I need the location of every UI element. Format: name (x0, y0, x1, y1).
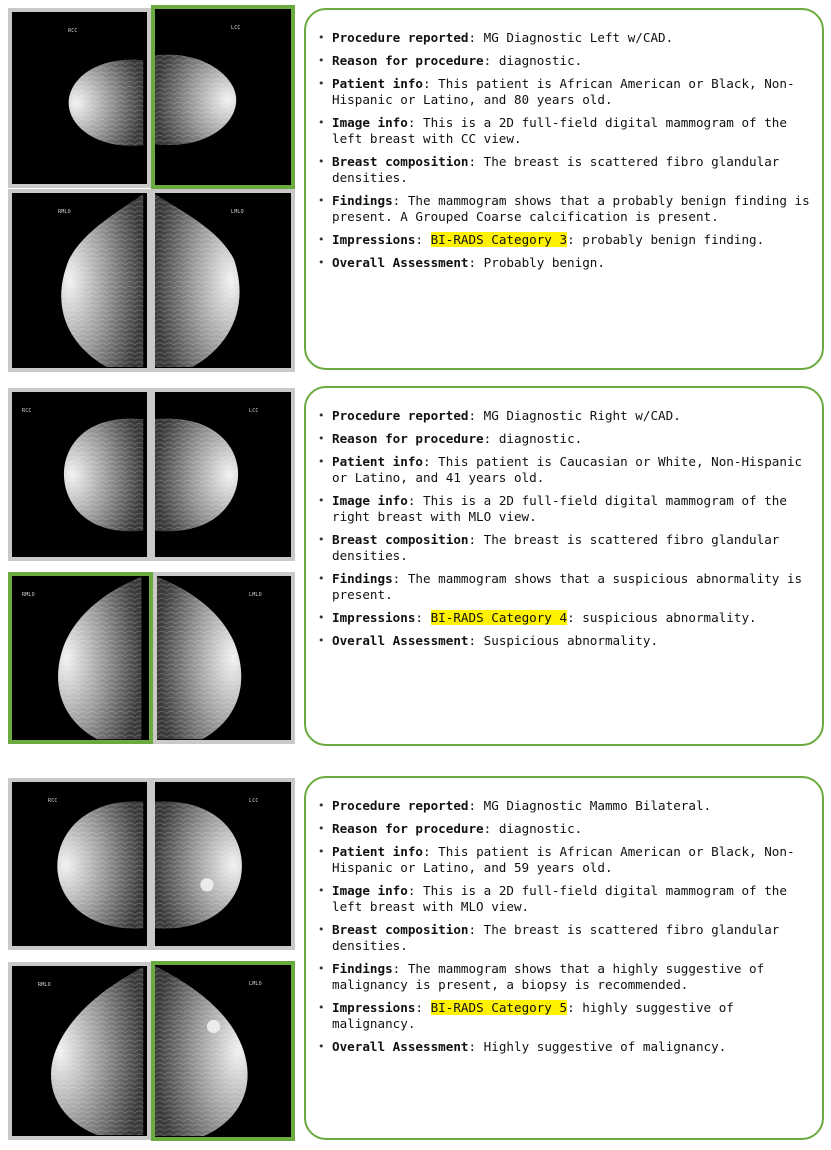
mammogram-rcc[interactable] (8, 778, 151, 950)
field-label: Procedure reported (332, 798, 469, 813)
field-label: Reason for procedure (332, 821, 484, 836)
field-label: Overall Assessment (332, 633, 469, 648)
mammogram-rmlo[interactable] (8, 572, 153, 744)
composition-item: • Breast composition: The breast is scattered fibro glandular densities. (316, 154, 816, 186)
field-label: Impressions (332, 232, 416, 247)
field-label: Image info (332, 115, 408, 130)
view-label: LCC (249, 798, 259, 804)
procedure-item: • Procedure reported: MG Diagnostic Right w/CAD. (316, 408, 816, 424)
mammogram-lmlo[interactable] (153, 572, 295, 744)
report-list (316, 30, 816, 278)
overall-item: • Overall Assessment: Highly suggestive of malignancy. (316, 1039, 816, 1055)
procedure-item: • Procedure reported: MG Diagnostic Mammo Bilateral. (316, 798, 816, 814)
field-label: Overall Assessment (332, 1039, 469, 1054)
field-value: This patient is African American or Black, Non-Hispanic or Latino, and 80 years old. (332, 76, 795, 107)
breast-image (12, 392, 147, 557)
birads-highlight: BI-RADS Category 4 (430, 610, 568, 625)
field-value: diagnostic. (498, 53, 583, 68)
view-label: RMLO (38, 982, 51, 988)
findings-item: • Findings: The mammogram shows that a highly suggestive of malignancy is present, a biopsy is recommended. (316, 961, 816, 993)
field-value: highly suggestive of malignancy. (332, 1000, 734, 1031)
image-item: • Image info: This is a 2D full-field digital mammogram of the left breast with MLO view. (316, 883, 816, 915)
report-list (316, 408, 816, 656)
procedure-item: • Procedure reported: MG Diagnostic Left w/CAD. (316, 30, 816, 46)
impressions-item: • Impressions: BI-RADS Category 3: probably benign finding. (316, 232, 816, 248)
field-value: diagnostic. (498, 821, 583, 836)
breast-image (155, 965, 291, 1137)
field-label: Patient info (332, 844, 423, 859)
view-label: RCC (48, 798, 58, 804)
field-label: Procedure reported (332, 30, 469, 45)
breast-image (155, 9, 291, 185)
patient-item: • Patient info: This patient is African American or Black, Non-Hispanic or Latino, and 80 years old. (316, 76, 816, 108)
reason-item: • Reason for procedure: diagnostic. (316, 431, 816, 447)
patient-item: • Patient info: This patient is African American or Black, Non-Hispanic or Latino, and 59 years old. (316, 844, 816, 876)
field-label: Overall Assessment (332, 255, 469, 270)
breast-image (12, 782, 147, 946)
field-label: Breast composition (332, 532, 469, 547)
breast-image (155, 392, 291, 557)
view-label: RCC (68, 28, 78, 34)
mammogram-rmlo[interactable] (8, 189, 151, 372)
field-value: This is a 2D full-field digital mammogram of the left breast with MLO view. (332, 883, 787, 914)
field-label: Breast composition (332, 154, 469, 169)
view-label: LMLO (231, 209, 244, 215)
overall-item: • Overall Assessment: Suspicious abnormality. (316, 633, 816, 649)
field-value: The mammogram shows that a suspicious abnormality is present. (332, 571, 803, 602)
field-value: suspicious abnormality. (582, 610, 757, 625)
field-value: Suspicious abnormality. (483, 633, 659, 648)
field-label: Reason for procedure (332, 53, 484, 68)
field-label: Findings (332, 571, 393, 586)
field-value: The mammogram shows that a highly suggestive of malignancy is present, a biopsy is recommended. (332, 961, 765, 992)
mammogram-lcc[interactable] (151, 778, 295, 950)
findings-item: • Findings: The mammogram shows that a suspicious abnormality is present. (316, 571, 816, 603)
report-card (304, 8, 824, 370)
field-value: MG Diagnostic Mammo Bilateral. (483, 798, 712, 813)
field-value: The mammogram shows that a probably benign finding is present. A Grouped Coarse calcification is present. (332, 193, 810, 224)
mammogram-rcc[interactable] (8, 8, 151, 188)
image-item: • Image info: This is a 2D full-field digital mammogram of the right breast with MLO view. (316, 493, 816, 525)
mammogram-lmlo[interactable] (151, 189, 295, 372)
birads-highlight: BI-RADS Category 5 (430, 1000, 568, 1015)
breast-image (155, 193, 291, 368)
field-label: Findings (332, 193, 393, 208)
field-label: Image info (332, 883, 408, 898)
breast-image (12, 193, 147, 368)
mammogram-rmlo[interactable] (8, 962, 151, 1140)
field-label: Patient info (332, 454, 423, 469)
field-label: Impressions (332, 1000, 416, 1015)
overall-item: • Overall Assessment: Probably benign. (316, 255, 816, 271)
field-value: MG Diagnostic Left w/CAD. (483, 30, 674, 45)
breast-image (157, 576, 291, 740)
birads-highlight: BI-RADS Category 3 (430, 232, 568, 247)
view-label: RMLO (58, 209, 71, 215)
composition-item: • Breast composition: The breast is scattered fibro glandular densities. (316, 532, 816, 564)
report-list (316, 798, 816, 1062)
field-label: Procedure reported (332, 408, 469, 423)
patient-item: • Patient info: This patient is Caucasian or White, Non-Hispanic or Latino, and 41 years old. (316, 454, 816, 486)
view-label: LMLO (249, 592, 262, 598)
field-value: Probably benign. (483, 255, 605, 270)
field-value: Highly suggestive of malignancy. (483, 1039, 727, 1054)
view-label: LCC (249, 408, 259, 414)
breast-image (12, 576, 149, 740)
mammogram-lmlo[interactable] (151, 961, 295, 1141)
breast-image (12, 12, 147, 184)
report-card (304, 776, 824, 1140)
field-label: Patient info (332, 76, 423, 91)
impressions-item: • Impressions: BI-RADS Category 5: highly suggestive of malignancy. (316, 1000, 816, 1032)
view-label: RMLO (22, 592, 35, 598)
field-value: This patient is Caucasian or White, Non-Hispanic or Latino, and 41 years old. (332, 454, 803, 485)
field-label: Image info (332, 493, 408, 508)
report-card (304, 386, 824, 746)
view-label: RCC (22, 408, 32, 414)
composition-item: • Breast composition: The breast is scattered fibro glandular densities. (316, 922, 816, 954)
field-value: The breast is scattered fibro glandular densities. (332, 154, 780, 185)
field-label: Reason for procedure (332, 431, 484, 446)
field-value: probably benign finding. (582, 232, 765, 247)
view-label: LCC (231, 25, 241, 31)
breast-image (155, 782, 291, 946)
view-label: LMLO (249, 981, 262, 987)
field-value: diagnostic. (498, 431, 583, 446)
mammogram-lcc[interactable] (151, 5, 295, 189)
findings-item: • Findings: The mammogram shows that a probably benign finding is present. A Grouped Coarse calcification is present. (316, 193, 816, 225)
field-value: MG Diagnostic Right w/CAD. (483, 408, 681, 423)
mammogram-rcc[interactable] (8, 388, 151, 561)
breast-image (12, 966, 147, 1136)
field-value: The breast is scattered fibro glandular densities. (332, 532, 780, 563)
field-value: This is a 2D full-field digital mammogram of the left breast with CC view. (332, 115, 787, 146)
mammogram-lcc[interactable] (151, 388, 295, 561)
field-value: The breast is scattered fibro glandular densities. (332, 922, 780, 953)
reason-item: • Reason for procedure: diagnostic. (316, 821, 816, 837)
field-value: This patient is African American or Black, Non-Hispanic or Latino, and 59 years old. (332, 844, 795, 875)
reason-item: • Reason for procedure: diagnostic. (316, 53, 816, 69)
field-label: Breast composition (332, 922, 469, 937)
impressions-item: • Impressions: BI-RADS Category 4: suspicious abnormality. (316, 610, 816, 626)
field-label: Findings (332, 961, 393, 976)
field-value: This is a 2D full-field digital mammogram of the right breast with MLO view. (332, 493, 787, 524)
field-label: Impressions (332, 610, 416, 625)
image-item: • Image info: This is a 2D full-field digital mammogram of the left breast with CC view. (316, 115, 816, 147)
